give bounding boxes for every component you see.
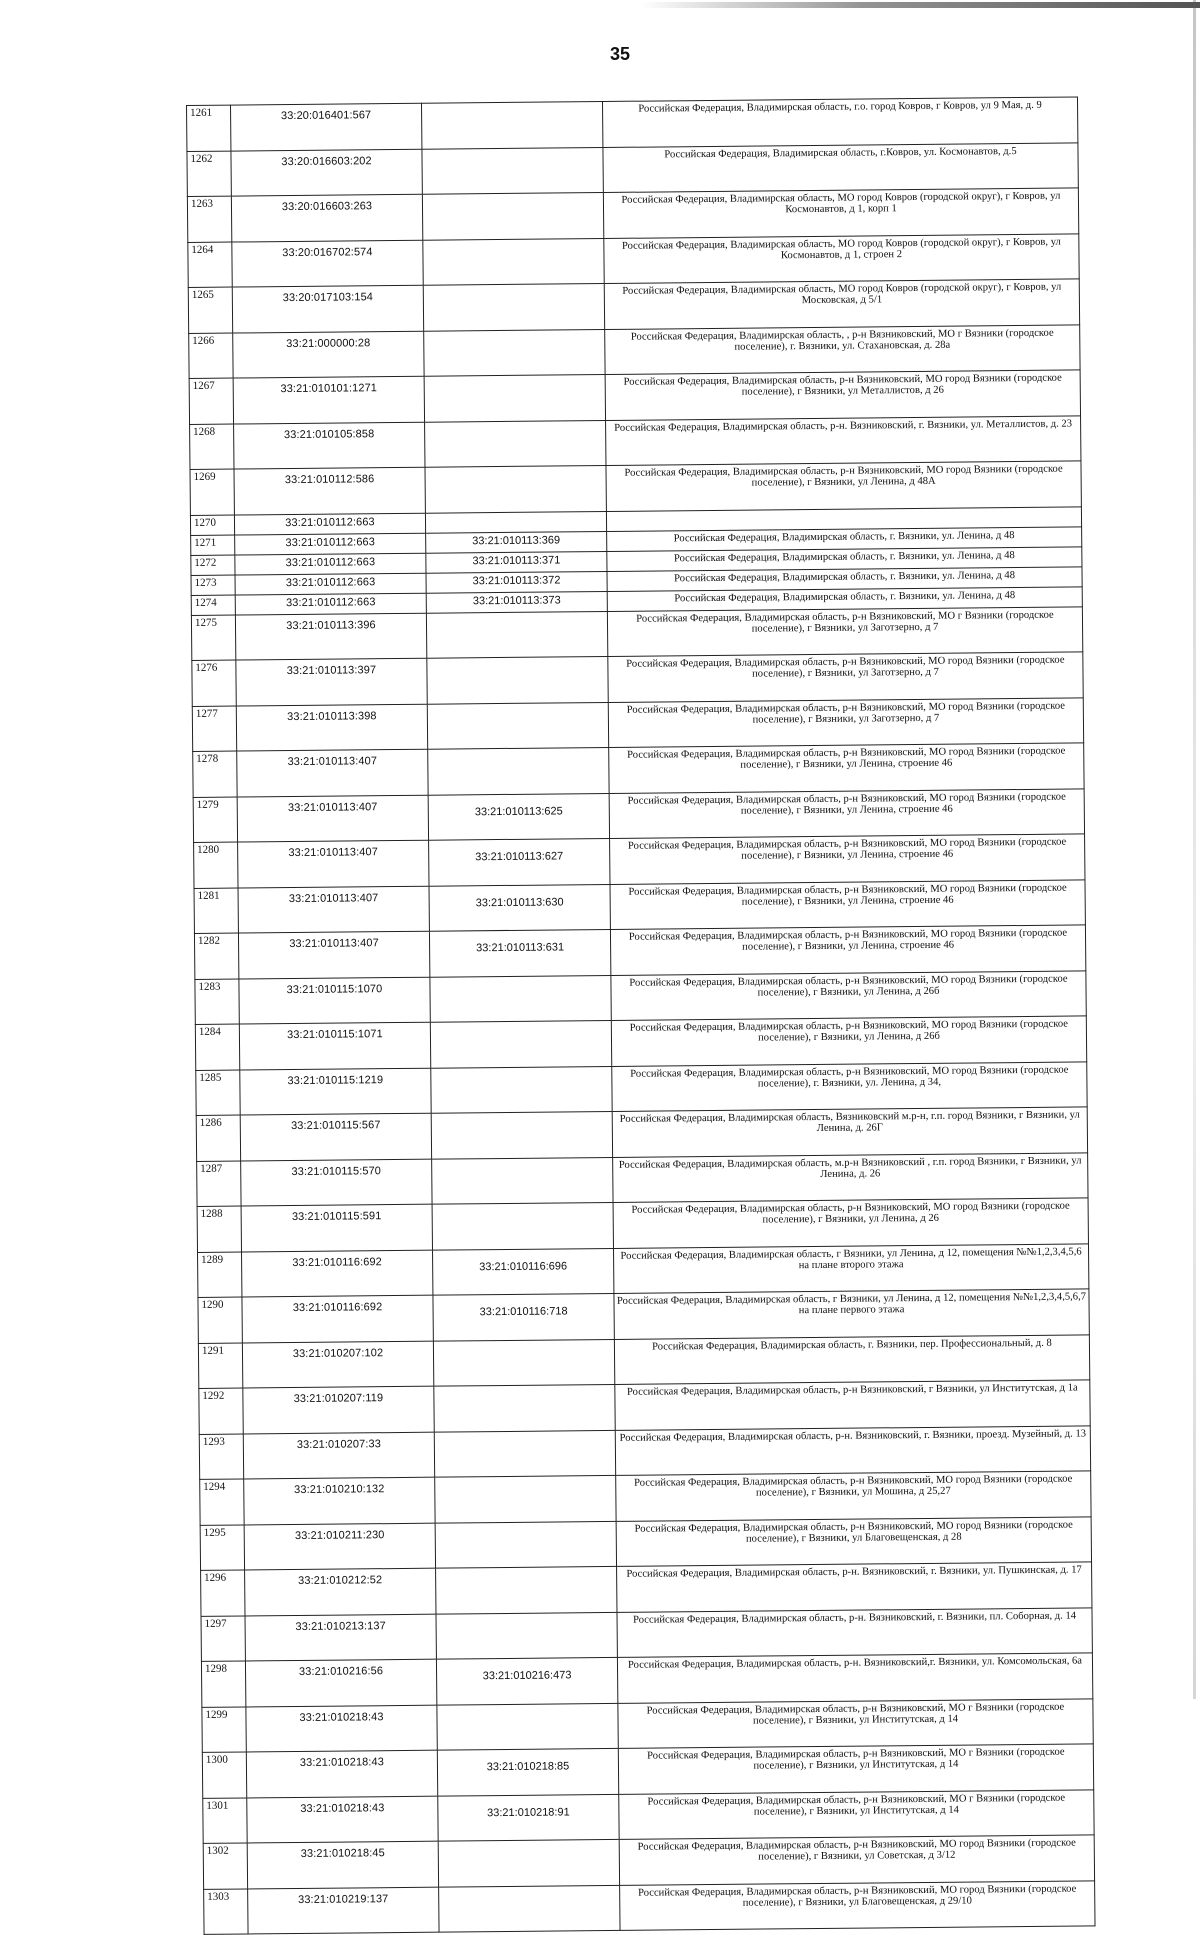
cadastral-number-cell: 33:21:010210:132 [244,1477,435,1524]
premises-cadastral-number-cell [436,1612,617,1659]
address-cell: Российская Федерация, Владимирская область, г.о. город Ковров, г Ковров, ул 9 Мая, д. 9 [602,97,1077,147]
address-cell: Российская Федерация, Владимирская область, р-н Вязниковский, МО город Вязники (городское поселение), г Вязники, ул Ленина, строение 46 [610,925,1085,975]
row-number-cell: 1292 [199,1388,243,1434]
address-cell: Российская Федерация, Владимирская область, МО город Ковров (городской округ), г Ковров, ул Космонавтов, д 1, корп 1 [603,188,1078,238]
premises-cadastral-number-cell [425,465,606,512]
address-cell: Российская Федерация, Владимирская область, г. Вязники, ул. Ленина, д 48 [607,566,1082,591]
cadastral-number-cell: 33:21:010115:567 [240,1113,431,1160]
cadastral-number-cell: 33:20:017103:154 [232,285,423,332]
address-cell: Российская Федерация, Владимирская область, р-н Вязниковский, МО г Вязники (городское поселение), г Вязники, ул Институтская, д 14 [618,1698,1093,1748]
cadastral-number-cell: 33:21:010116:692 [242,1250,433,1297]
row-number-cell: 1276 [192,660,236,706]
scan-artifact-edge [1193,0,1196,1699]
cadastral-number-cell: 33:21:010115:1071 [239,1022,430,1069]
premises-cadastral-number-cell [438,1839,619,1886]
premises-cadastral-number-cell [424,329,605,376]
row-number-cell: 1269 [190,469,234,515]
row-number-cell: 1265 [188,287,232,333]
row-number-cell: 1294 [200,1479,244,1525]
address-cell: Российская Федерация, Владимирская область, г Вязники, ул Ленина, д 12, помещения №№1,2,3,4,5,6 на плане второго этажа [613,1243,1088,1293]
cadastral-number-cell: 33:21:010207:119 [243,1386,434,1433]
cadastral-number-cell: 33:21:010113:396 [235,613,426,660]
premises-cadastral-number-cell [432,1202,613,1249]
row-number-cell: 1301 [203,1797,247,1843]
cadastral-number-cell: 33:21:010113:407 [237,749,428,796]
premises-cadastral-number-cell [431,1066,612,1113]
premises-cadastral-number-cell [427,656,608,703]
premises-cadastral-number-cell [425,511,606,533]
row-number-cell: 1263 [187,196,231,242]
cadastral-number-cell: 33:21:010218:43 [246,1705,437,1752]
cadastral-number-cell: 33:21:010212:52 [245,1568,436,1615]
cadastral-number-cell: 33:21:010112:663 [234,513,425,535]
cadastral-number-cell: 33:21:010115:1219 [240,1068,431,1115]
row-number-cell: 1279 [193,797,237,843]
row-number-cell: 1262 [187,151,231,197]
address-cell: Российская Федерация, Владимирская область, м.р-н Вязниковский , г.п. город Вязники, г Вязники, ул Ленина, д. 26 [613,1152,1088,1202]
premises-cadastral-number-cell [435,1521,616,1568]
address-cell: Российская Федерация, Владимирская область, г. Вязники, ул. Ленина, д 48 [607,546,1082,571]
address-cell: Российская Федерация, Владимирская область, р-н Вязниковский, МО город Вязники (городское поселение), г. Вязники, ул. Ленина, д 34, [612,1061,1087,1111]
premises-cadastral-number-cell: 33:21:010116:718 [433,1293,614,1340]
premises-cadastral-number-cell [422,147,603,194]
premises-cadastral-number-cell: 33:21:010113:627 [429,838,610,885]
cadastral-number-cell: 33:21:010113:407 [237,795,428,842]
cadastral-number-cell: 33:21:010115:591 [241,1204,432,1251]
address-cell: Российская Федерация, Владимирская область, , р-н Вязниковский, МО г Вязники (городское поселение), г. Вязники, ул. Стахановская, д. 28а [605,324,1080,374]
premises-cadastral-number-cell [425,420,606,467]
row-number-cell: 1300 [202,1752,246,1798]
address-cell: Российская Федерация, Владимирская область, р-н Вязниковский, МО город Вязники (городское поселение), г Вязники, ул Ленина, д 26б [611,970,1086,1020]
cadastral-number-cell: 33:21:010218:45 [247,1841,438,1888]
cadastral-number-cell: 33:21:010216:56 [245,1659,436,1706]
row-number-cell: 1272 [191,555,235,575]
row-number-cell: 1288 [197,1206,241,1252]
premises-cadastral-number-cell: 33:21:010113:631 [429,929,610,976]
address-cell: Российская Федерация, Владимирская область, р-н Вязниковский, МО город Вязники (городское поселение), г Вязники, ул Ленина, д 26б [611,1016,1086,1066]
address-cell: Российская Федерация, Владимирская область, р-н. Вязниковский, г. Вязники, ул. Металлистов, д. 23 [606,415,1081,465]
cadastral-number-cell: 33:20:016603:202 [231,149,422,196]
row-number-cell: 1299 [202,1706,246,1752]
row-number-cell: 1271 [191,535,235,555]
row-number-cell: 1287 [197,1161,241,1207]
row-number-cell: 1298 [201,1661,245,1707]
row-number-cell: 1267 [189,378,233,424]
premises-cadastral-number-cell [437,1703,618,1750]
row-number-cell: 1286 [196,1115,240,1161]
address-cell: Российская Федерация, Владимирская область, р-н. Вязниковский,г. Вязники, ул. Комсомольская, 6а [617,1653,1092,1703]
premises-cadastral-number-cell [434,1384,615,1431]
cadastral-number-cell: 33:21:010218:43 [247,1796,438,1843]
address-cell: Российская Федерация, Владимирская область, МО город Ковров (городской округ), г Ковров, ул Московская, д 5/1 [604,279,1079,329]
premises-cadastral-number-cell [426,611,607,658]
cadastral-number-cell: 33:21:010116:692 [242,1295,433,1342]
cadastral-number-cell: 33:21:010207:33 [243,1432,434,1479]
address-cell: Российская Федерация, Владимирская область, р-н Вязниковский, МО город Вязники (городское поселение), г Вязники, ул Советская, д 3/12 [619,1835,1094,1885]
cadastral-number-cell: 33:21:010112:663 [235,553,426,575]
premises-cadastral-number-cell [430,1020,611,1067]
row-number-cell: 1302 [203,1843,247,1889]
address-cell: Российская Федерация, Владимирская область, р-н Вязниковский, МО г Вязники (городское поселение), г Вязники, ул Заготзерно, д 7 [607,606,1082,656]
cadastral-number-cell: 33:21:010105:858 [234,422,425,469]
premises-cadastral-number-cell [432,1157,613,1204]
premises-cadastral-number-cell: 33:21:010113:371 [426,551,607,573]
table-row [204,1880,1095,1934]
premises-cadastral-number-cell [436,1566,617,1613]
address-cell: Российская Федерация, Владимирская область, г Вязники, ул Ленина, д 12, помещения №№1,2,3,4,5,6,7 на плане первого этажа [614,1289,1089,1339]
address-cell: Российская Федерация, Владимирская область, р-н Вязниковский, МО город Вязники (городское поселение), г Вязники, ул Заготзерно, д 7 [608,652,1083,702]
address-cell: Российская Федерация, Владимирская область, р-н Вязниковский, МО город Вязники (городское поселение), г Вязники, ул Ленина, д 26 [613,1198,1088,1248]
cadastral-number-cell: 33:21:010219:137 [248,1887,439,1934]
address-cell: Российская Федерация, Владимирская область, р-н Вязниковский, МО г Вязники (городское поселение), г Вязники, ул Институтская, д 14 [619,1789,1094,1839]
row-number-cell: 1285 [196,1070,240,1116]
premises-cadastral-number-cell [431,1111,612,1158]
address-cell: Российская Федерация, Владимирская область, р-н Вязниковский, МО город Вязники (городское поселение), г Вязники, ул Благовещенская, д 28 [616,1516,1091,1566]
address-cell: Российская Федерация, Владимирская область, Вязниковский м.р-н, г.п. город Вязники, г Вязники, ул Ленина, д. 26Г [612,1107,1087,1157]
row-number-cell: 1273 [191,575,235,595]
premises-cadastral-number-cell: 33:21:010113:625 [428,793,609,840]
premises-cadastral-number-cell [430,975,611,1022]
address-cell: Российская Федерация, Владимирская область, р-н Вязниковский, МО город Вязники (городское поселение), г Вязники, ул Благовещенская, д 29/10 [620,1880,1095,1930]
row-number-cell: 1275 [191,615,235,661]
row-number-cell: 1303 [204,1888,248,1934]
premises-cadastral-number-cell: 33:21:010113:369 [426,531,607,553]
cadastral-number-cell: 33:21:000000:28 [233,331,424,378]
row-number-cell: 1291 [198,1343,242,1389]
cadastral-number-cell: 33:21:010112:663 [235,573,426,595]
row-number-cell: 1297 [201,1616,245,1662]
address-cell: Российская Федерация, Владимирская область, р-н. Вязниковский, г. Вязники, пл. Соборная, д. 14 [617,1607,1092,1657]
row-number-cell: 1284 [195,1024,239,1070]
address-cell: Российская Федерация, Владимирская область, р-н Вязниковский, МО город Вязники (городское поселение), г Вязники, ул Заготзерно, д 7 [608,697,1083,747]
cadastral-number-cell: 33:21:010113:407 [238,886,429,933]
premises-cadastral-number-cell [423,238,604,285]
address-cell: Российская Федерация, Владимирская область, р-н Вязниковский, МО город Вязники (городское поселение), г Вязники, ул Ленина, д 48А [606,461,1081,511]
cadastral-number-cell: 33:21:010213:137 [245,1614,436,1661]
row-number-cell: 1280 [194,842,238,888]
row-number-cell: 1261 [187,105,231,151]
premises-cadastral-number-cell: 33:21:010113:373 [426,591,607,613]
premises-cadastral-number-cell [435,1475,616,1522]
row-number-cell: 1290 [198,1297,242,1343]
cadastral-number-cell: 33:20:016603:263 [231,194,422,241]
cadastral-number-cell: 33:21:010112:663 [235,533,426,555]
cadastral-number-cell: 33:21:010211:230 [244,1523,435,1570]
row-number-cell: 1277 [192,706,236,752]
cadastral-number-cell: 33:21:010115:1070 [239,977,430,1024]
cadastral-number-cell: 33:21:010207:102 [242,1341,433,1388]
scan-artifact-top [640,2,1200,8]
premises-cadastral-number-cell [421,102,602,149]
address-cell: Российская Федерация, Владимирская область, г. Вязники, ул. Ленина, д 48 [607,586,1082,611]
row-number-cell: 1266 [189,333,233,379]
address-cell: Российская Федерация, Владимирская область, р-н Вязниковский, МО город Вязники (городское поселение), г Вязники, ул Ленина, строение 46 [610,834,1085,884]
cadastral-number-cell: 33:21:010115:570 [241,1159,432,1206]
address-cell: Российская Федерация, Владимирская область, р-н Вязниковский, МО город Вязники (городское поселение), г Вязники, ул Ленина, строение 46 [610,879,1085,929]
address-cell: Российская Федерация, Владимирская область, р-н Вязниковский, г Вязники, ул Институтская, д 1а [615,1380,1090,1430]
row-number-cell: 1289 [198,1252,242,1298]
cadastral-number-cell: 33:21:010113:407 [238,840,429,887]
address-cell: Российская Федерация, Владимирская область, МО город Ковров (городской округ), г Ковров, ул Космонавтов, д 1, строен 2 [604,233,1079,283]
premises-cadastral-number-cell [424,374,605,421]
row-number-cell: 1293 [199,1434,243,1480]
row-number-cell: 1270 [190,515,234,535]
property-table [186,96,1096,1934]
row-number-cell: 1274 [191,595,235,615]
cadastral-number-cell: 33:21:010218:43 [246,1750,437,1797]
premises-cadastral-number-cell: 33:21:010113:372 [426,571,607,593]
premises-cadastral-number-cell [422,192,603,239]
address-cell: Российская Федерация, Владимирская область, р-н. Вязниковский, г. Вязники, проезд. Музейный, д. 13 [615,1425,1090,1475]
cadastral-number-cell: 33:21:010112:663 [235,593,426,615]
premises-cadastral-number-cell [439,1885,620,1932]
cadastral-number-cell: 33:20:016401:567 [231,103,422,150]
premises-cadastral-number-cell [427,702,608,749]
cadastral-number-cell: 33:21:010101:1271 [233,376,424,423]
address-cell: Российская Федерация, Владимирская область, р-н. Вязниковский, г. Вязники, ул. Пушкинская, д. 17 [617,1562,1092,1612]
premises-cadastral-number-cell [433,1339,614,1386]
address-cell: Российская Федерация, Владимирская область, г.Ковров, ул. Космонавтов, д.5 [603,142,1078,192]
row-number-cell: 1268 [190,424,234,470]
row-number-cell: 1264 [188,242,232,288]
cadastral-number-cell: 33:21:010113:397 [236,658,427,705]
address-cell: Российская Федерация, Владимирская область, р-н Вязниковский, МО город Вязники (городское поселение), г Вязники, ул Ленина, строение 46 [609,743,1084,793]
premises-cadastral-number-cell [423,283,604,330]
row-number-cell: 1282 [194,933,238,979]
premises-cadastral-number-cell: 33:21:010116:696 [432,1248,613,1295]
premises-cadastral-number-cell [434,1430,615,1477]
address-cell: Российская Федерация, Владимирская область, р-н Вязниковский, МО город Вязники (городское поселение), г Вязники, ул Ленина, строение 46 [609,788,1084,838]
premises-cadastral-number-cell [428,747,609,794]
address-cell: Российская Федерация, Владимирская область, р-н Вязниковский, МО город Вязники (городское поселение), г Вязники, ул Мошина, д 25,27 [616,1471,1091,1521]
address-cell: Российская Федерация, Владимирская область, г. Вязники, ул. Ленина, д 48 [607,526,1082,551]
premises-cadastral-number-cell: 33:21:010218:91 [438,1794,619,1841]
premises-cadastral-number-cell: 33:21:010113:630 [429,884,610,931]
row-number-cell: 1278 [193,751,237,797]
premises-cadastral-number-cell: 33:21:010218:85 [437,1748,618,1795]
cadastral-number-cell: 33:21:010113:398 [236,704,427,751]
address-cell: Российская Федерация, Владимирская область, г. Вязники, пер. Профессиональный, д. 8 [614,1334,1089,1384]
table-body [187,97,1096,1934]
row-number-cell: 1283 [195,979,239,1025]
premises-cadastral-number-cell: 33:21:010216:473 [436,1657,617,1704]
cadastral-number-cell: 33:20:016702:574 [232,240,423,287]
row-number-cell: 1295 [200,1525,244,1571]
cadastral-number-cell: 33:21:010112:586 [234,467,425,514]
row-number-cell: 1281 [194,888,238,934]
row-number-cell: 1296 [201,1570,245,1616]
cadastral-number-cell: 33:21:010113:407 [238,931,429,978]
address-cell: Российская Федерация, Владимирская область, р-н Вязниковский, МО город Вязники (городское поселение), г Вязники, ул Металлистов, д 26 [605,370,1080,420]
address-cell: Российская Федерация, Владимирская область, р-н Вязниковский, МО г Вязники (городское поселение), г Вязники, ул Институтская, д 14 [618,1744,1093,1794]
page-number: 35 [609,44,631,64]
